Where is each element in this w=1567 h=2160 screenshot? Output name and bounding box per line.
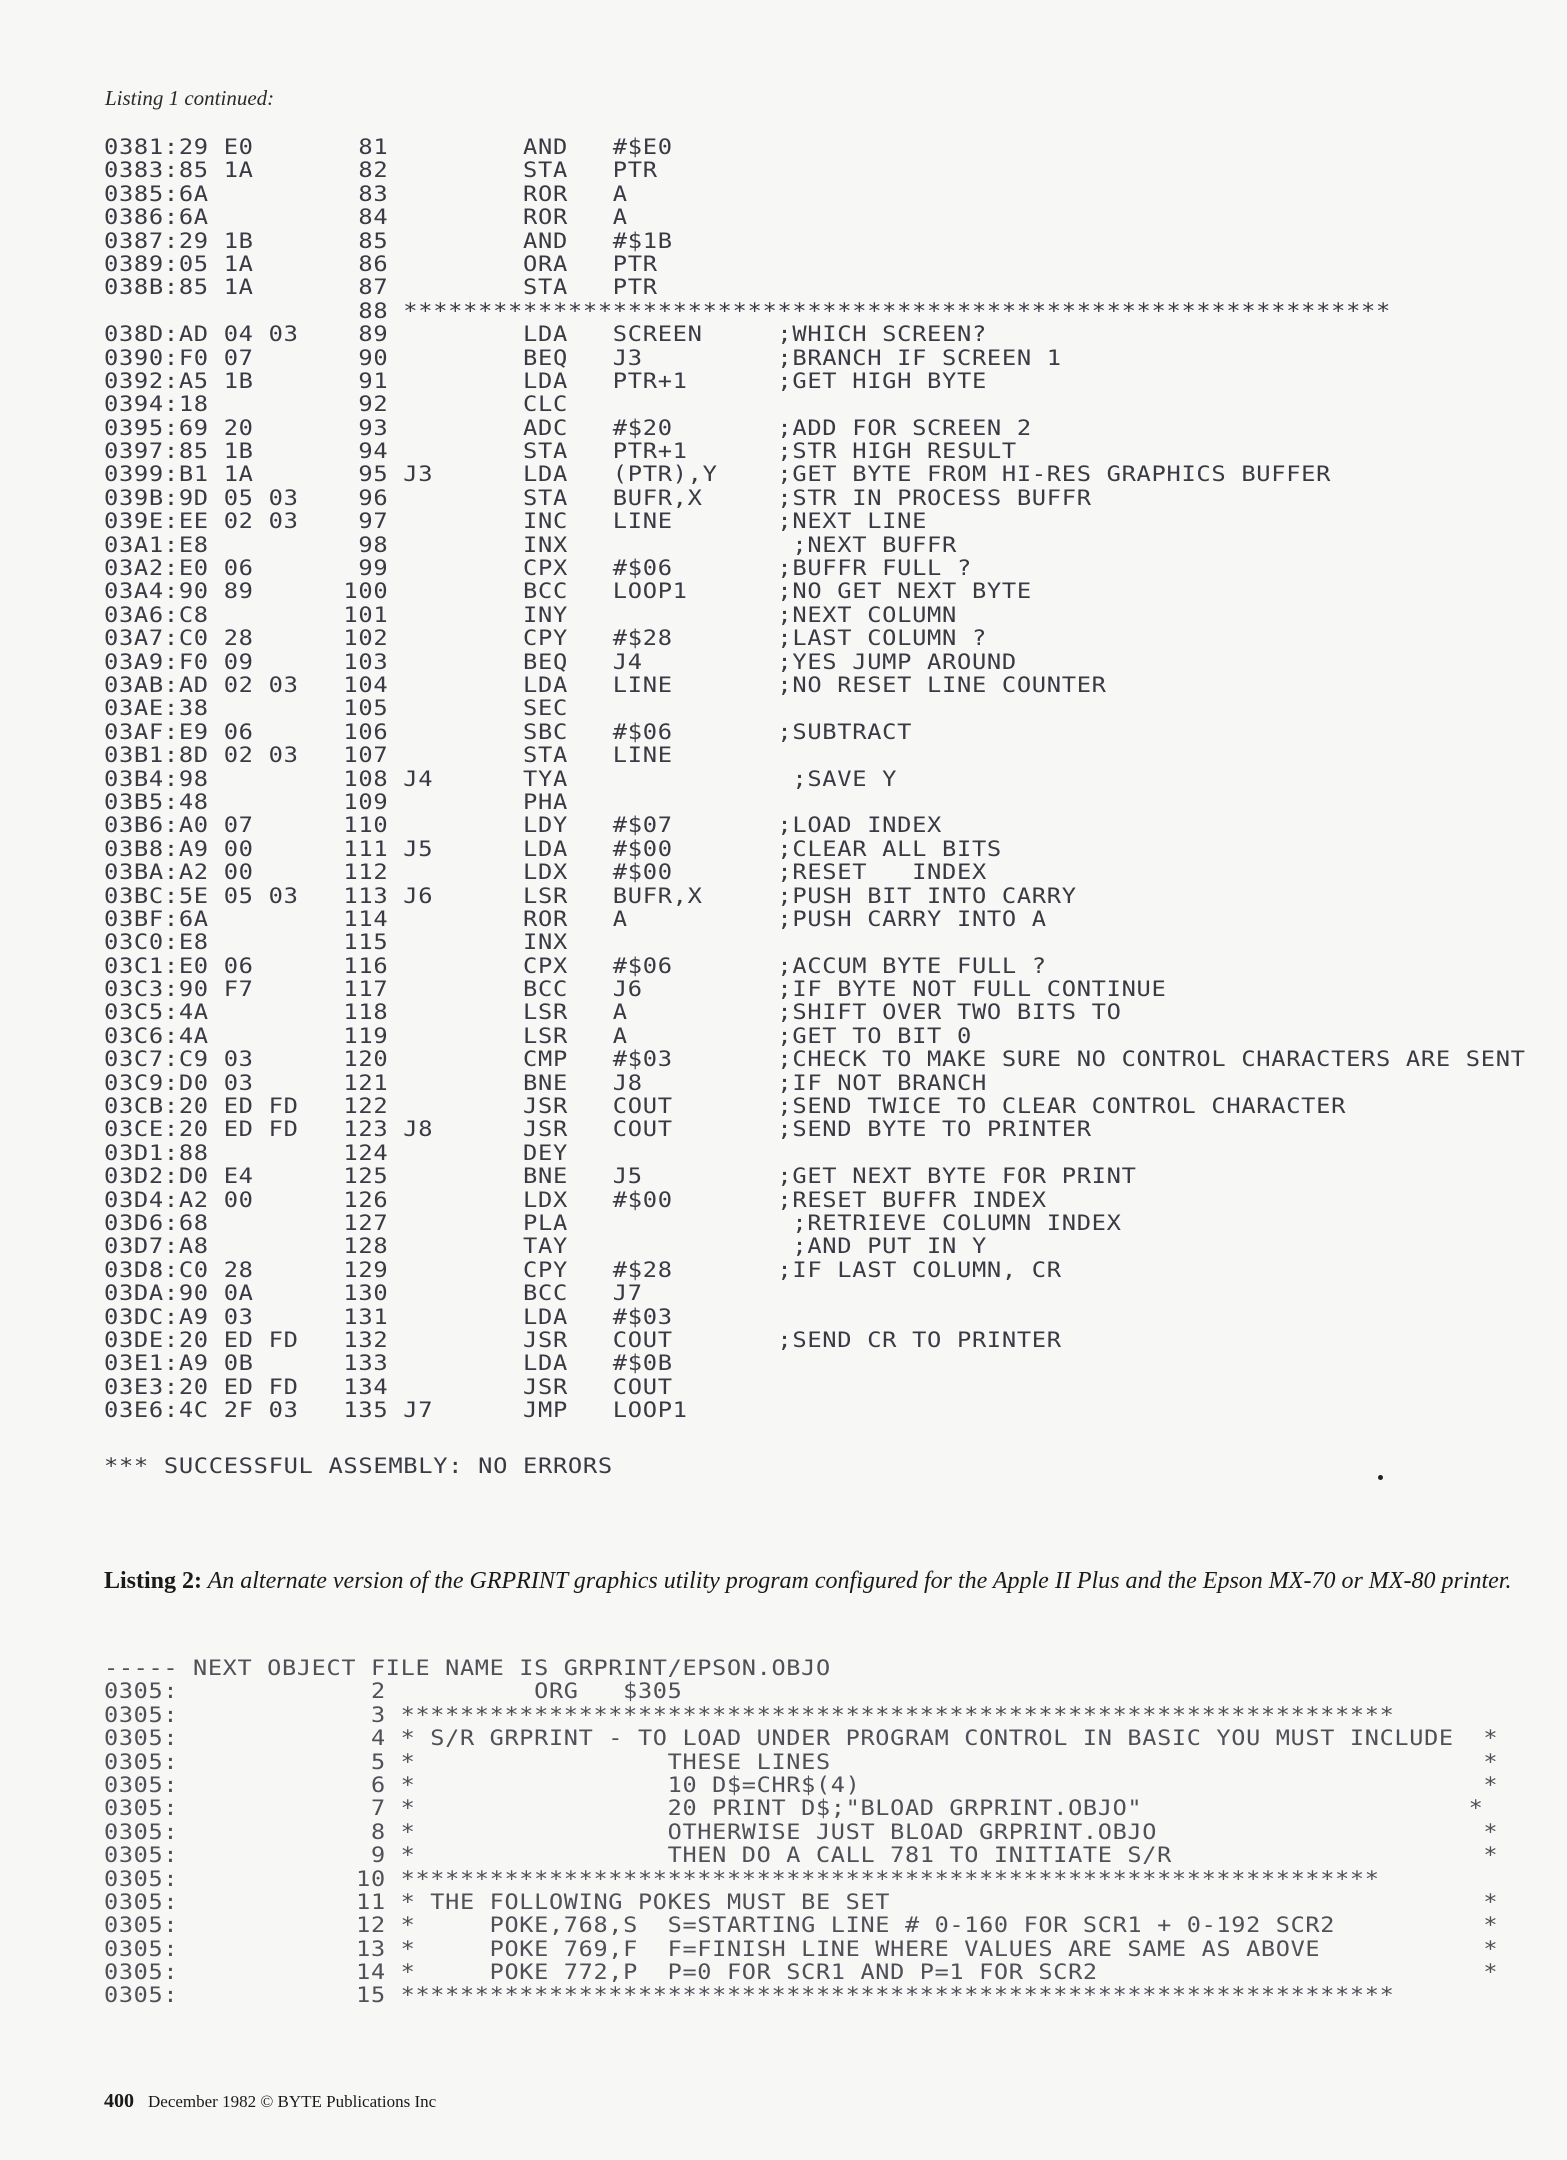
code-line: 039B:9D 05 03 96 STA BUFR,X ;STR IN PROCESS BUFFR	[104, 485, 1092, 510]
code-line: 0395:69 20 93 ADC #$20 ;ADD FOR SCREEN 2	[104, 415, 1032, 440]
code-line: 0305: 5 * THESE LINES *	[104, 1749, 1499, 1774]
code-line: 03DA:90 0A 130 BCC J7	[104, 1281, 643, 1306]
code-line: 0305: 4 * S/R GRPRINT - TO LOAD UNDER PROGRAM CONTROL IN BASIC YOU MUST INCLUDE *	[104, 1726, 1499, 1751]
code-line: 03A7:C0 28 102 CPY #$28 ;LAST COLUMN ?	[104, 626, 987, 651]
code-line: 03AE:38 105 SEC	[104, 696, 568, 721]
code-line: 0385:6A 83 ROR A	[104, 181, 628, 206]
code-line: 03A6:C8 101 INY ;NEXT COLUMN	[104, 602, 957, 627]
code-line: 039E:EE 02 03 97 INC LINE ;NEXT LINE	[104, 509, 928, 534]
listing-continued-label: Listing 1 continued:	[105, 86, 275, 110]
code-line: 03A1:E8 98 INX ;NEXT BUFFR	[104, 532, 957, 557]
code-line: 03D2:D0 E4 125 BNE J5 ;GET NEXT BYTE FOR PRINT	[104, 1164, 1137, 1189]
assembly-status-line: *** SUCCESSFUL ASSEMBLY: NO ERRORS	[104, 1454, 613, 1478]
code-line: 03AB:AD 02 03 104 LDA LINE ;NO RESET LINE COUNTER	[104, 672, 1107, 697]
code-line: 03A9:F0 09 103 BEQ J4 ;YES JUMP AROUND	[104, 649, 1017, 674]
code-line: 0390:F0 07 90 BEQ J3 ;BRANCH IF SCREEN 1	[104, 345, 1062, 370]
code-line: 038B:85 1A 87 STA PTR	[104, 275, 658, 300]
code-line: 0399:B1 1A 95 J3 LDA (PTR),Y ;GET BYTE FROM HI-RES GRAPHICS BUFFER	[104, 462, 1332, 487]
code-line: 0381:29 E0 81 AND #$E0	[104, 135, 673, 159]
code-line: 0305: 2 ORG $305	[104, 1679, 683, 1704]
code-line: 03BA:A2 00 112 LDX #$00 ;RESET INDEX	[104, 860, 987, 885]
code-line: 03D7:A8 128 TAY ;AND PUT IN Y	[104, 1234, 987, 1259]
code-line: 0305: 10 ******************************************************************	[104, 1866, 1380, 1891]
page-number: 400	[104, 2090, 134, 2112]
listing-1-code	[104, 136, 1526, 1422]
code-line: 88 ******************************************************************	[104, 298, 1391, 323]
code-line: 03B1:8D 02 03 107 STA LINE	[104, 743, 673, 768]
code-line: 0305: 3 *******************************************************************	[104, 1702, 1395, 1727]
code-line: 0397:85 1B 94 STA PTR+1 ;STR HIGH RESULT	[104, 439, 1017, 464]
code-line: 03B5:48 109 PHA	[104, 789, 568, 814]
code-line: 0394:18 92 CLC	[104, 392, 568, 417]
code-line: 038D:AD 04 03 89 LDA SCREEN ;WHICH SCREEN?	[104, 322, 987, 347]
code-line: 0305: 14 * POKE 772,P P=0 FOR SCR1 AND P=1 FOR SCR2 *	[104, 1960, 1499, 1985]
code-line: 03CE:20 ED FD 123 J8 JSR COUT ;SEND BYTE TO PRINTER	[104, 1117, 1092, 1142]
code-line: 03C7:C9 03 120 CMP #$03 ;CHECK TO MAKE SURE NO CONTROL CHARACTERS ARE SENT	[104, 1047, 1526, 1072]
code-line: 03C5:4A 118 LSR A ;SHIFT OVER TWO BITS TO	[104, 1000, 1122, 1025]
code-line: 03D4:A2 00 126 LDX #$00 ;RESET BUFFR INDEX	[104, 1187, 1047, 1212]
page-footer	[104, 2090, 436, 2113]
code-line: 03AF:E9 06 106 SBC #$06 ;SUBTRACT	[104, 719, 913, 744]
code-line: 0305: 12 * POKE,768,S S=STARTING LINE # 0-160 FOR SCR1 + 0-192 SCR2 *	[104, 1913, 1499, 1938]
listing-2-caption-label: Listing 2:	[104, 1568, 203, 1594]
listing-2-caption-text: An alternate version of the GRPRINT graphics utility program configured for the Apple II Plus and the Epson MX-70 or MX-80 printer.	[202, 1568, 1512, 1594]
code-line: 03BC:5E 05 03 113 J6 LSR BUFR,X ;PUSH BIT INTO CARRY	[104, 883, 1077, 908]
code-line: 0305: 15 *******************************************************************	[104, 1983, 1395, 2008]
code-line: 0305: 6 * 10 D$=CHR$(4) *	[104, 1772, 1499, 1797]
code-line: 03C6:4A 119 LSR A ;GET TO BIT 0	[104, 1023, 972, 1048]
code-line: 03BF:6A 114 ROR A ;PUSH CARRY INTO A	[104, 906, 1047, 931]
code-line: 03B8:A9 00 111 J5 LDA #$00 ;CLEAR ALL BITS	[104, 836, 1002, 861]
code-line: 0305: 7 * 20 PRINT D$;"BLOAD GRPRINT.OBJO" *	[104, 1796, 1484, 1821]
code-line: 03E6:4C 2F 03 135 J7 JMP LOOP1	[104, 1398, 688, 1423]
code-line: 03E3:20 ED FD 134 JSR COUT	[104, 1374, 673, 1399]
listing-2-code	[104, 1657, 1498, 2008]
code-line: 03A2:E0 06 99 CPX #$06 ;BUFFR FULL ?	[104, 556, 972, 581]
code-line: 0386:6A 84 ROR A	[104, 205, 628, 230]
code-line: 03DC:A9 03 131 LDA #$03	[104, 1304, 673, 1329]
listing-2-caption	[104, 1565, 1534, 1597]
code-line: 0389:05 1A 86 ORA PTR	[104, 251, 658, 276]
code-line: 0392:A5 1B 91 LDA PTR+1 ;GET HIGH BYTE	[104, 368, 987, 393]
code-line: 0305: 8 * OTHERWISE JUST BLOAD GRPRINT.OBJO *	[104, 1819, 1499, 1844]
code-line: 03A4:90 89 100 BCC LOOP1 ;NO GET NEXT BYTE	[104, 579, 1032, 604]
code-line: 03C3:90 F7 117 BCC J6 ;IF BYTE NOT FULL CONTINUE	[104, 977, 1167, 1002]
code-line: 0387:29 1B 85 AND #$1B	[104, 228, 673, 253]
code-line: ----- NEXT OBJECT FILE NAME IS GRPRINT/EPSON.OBJO	[104, 1656, 831, 1680]
code-line: 03D1:88 124 DEY	[104, 1140, 568, 1165]
code-line: 0305: 11 * THE FOLLOWING POKES MUST BE SET *	[104, 1889, 1499, 1914]
code-line: 03D6:68 127 PLA ;RETRIEVE COLUMN INDEX	[104, 1210, 1122, 1235]
code-line: 03C0:E8 115 INX	[104, 930, 568, 955]
code-line: 03C9:D0 03 121 BNE J8 ;IF NOT BRANCH	[104, 1070, 987, 1095]
code-line: 03D8:C0 28 129 CPY #$28 ;IF LAST COLUMN, CR	[104, 1257, 1062, 1282]
code-line: 03CB:20 ED FD 122 JSR COUT ;SEND TWICE TO CLEAR CONTROL CHARACTER	[104, 1094, 1347, 1119]
publication-line: December 1982 © BYTE Publications Inc	[148, 2092, 437, 2111]
code-line: 03B6:A0 07 110 LDY #$07 ;LOAD INDEX	[104, 813, 943, 838]
code-line: 0305: 9 * THEN DO A CALL 781 TO INITIATE S/R *	[104, 1843, 1499, 1868]
stray-ink-dot	[1378, 1475, 1383, 1480]
code-line: 03DE:20 ED FD 132 JSR COUT ;SEND CR TO PRINTER	[104, 1327, 1062, 1352]
code-line: 0305: 13 * POKE 769,F F=FINISH LINE WHERE VALUES ARE SAME AS ABOVE *	[104, 1936, 1499, 1961]
code-line: 0383:85 1A 82 STA PTR	[104, 158, 658, 183]
code-line: 03C1:E0 06 116 CPX #$06 ;ACCUM BYTE FULL ?	[104, 953, 1047, 978]
code-line: 03B4:98 108 J4 TYA ;SAVE Y	[104, 766, 898, 791]
code-line: 03E1:A9 0B 133 LDA #$0B	[104, 1351, 673, 1376]
